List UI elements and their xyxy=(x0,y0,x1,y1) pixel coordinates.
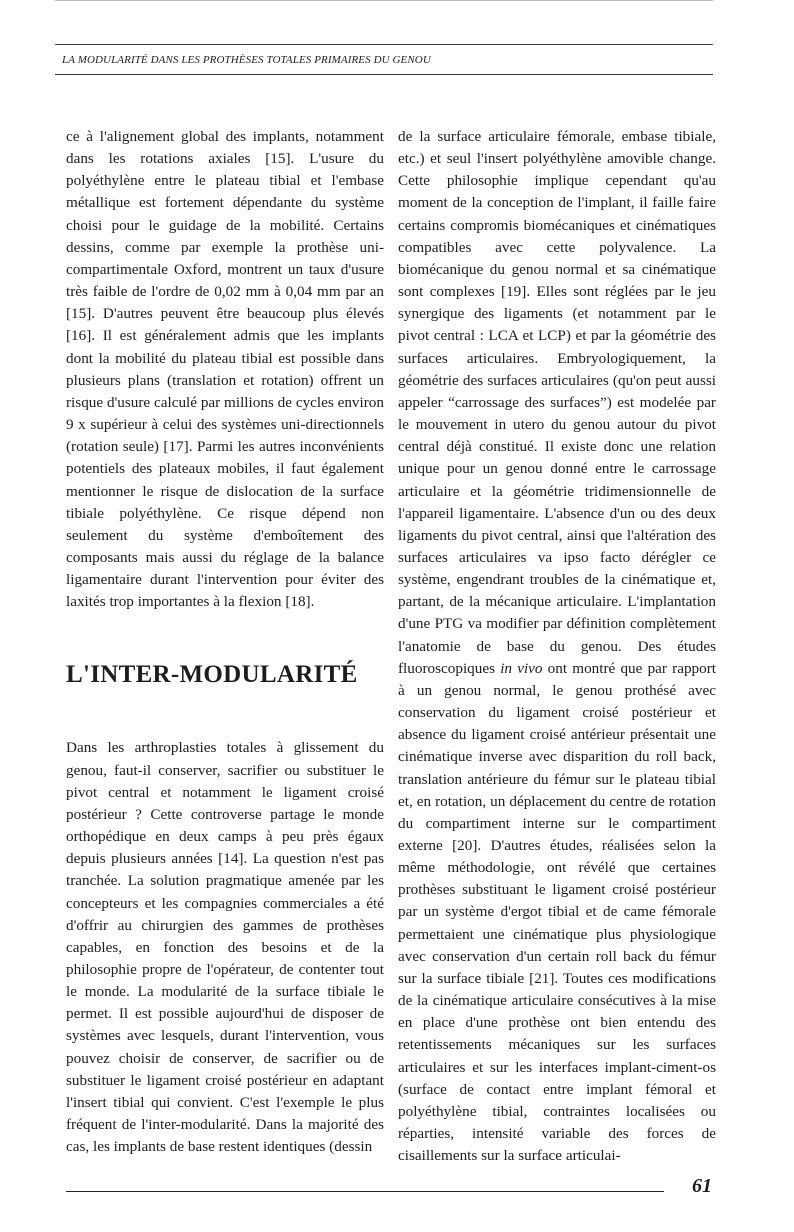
body-text: de la surface articulaire fémorale, embase tibiale, etc.) et seul l'insert polyéthylène amovible change. Cette philosophie implique cependant qu'au moment de la conception de l'implant, il faille faire certains compromis biomécaniques et cinématiques compatibles avec cette polyvalence. La biomécanique du genou normal et sa cinématique sont complexes [19]. Elles sont réglées par le jeu synergique des ligaments (et notamment par le pivot central : LCA et LCP) et par la géométrie des surfaces articulaires. Embryologiquement, la géométrie des surfaces articulaires (qu'on peut aussi appeler “carrossage des surfaces”) est modelée par le mouvement in utero du genou autour du pivot central déjà constitué. Il existe donc une relation unique pour un genou donné entre le carrossage articulaire et la géométrie tridimensionnelle de l'appareil ligamentaire. L'absence d'un ou des deux ligaments du pivot central, ainsi que l'altération des surfaces articulaires va ipso facto dérégler ce système, engendrant troubles de la cinématique et, partant, de la mécanique articulaire. L'implantation d'une PTG va modifier par définition complètement l'anatomie de base du genou. Des études fluoroscopiques xyxy=(398,128,716,677)
body-paragraph xyxy=(398,126,716,1167)
footer-rule xyxy=(66,1191,664,1192)
top-edge-rule xyxy=(55,0,713,1)
page-number: 61 xyxy=(692,1175,712,1197)
header-rule-bottom xyxy=(55,74,713,75)
italic-term: in vivo xyxy=(500,659,543,677)
section-heading: L'INTER-MODULARITÉ xyxy=(66,661,358,689)
right-column xyxy=(398,126,716,1167)
left-column xyxy=(66,126,384,1158)
running-head: LA MODULARITÉ DANS LES PROTHÈSES TOTALES PRIMAIRES DU GENOU xyxy=(62,54,431,66)
body-paragraph: ce à l'alignement global des implants, notamment dans les rotations axiales [15]. L'usure du polyéthylène entre le plateau tibial et l'embase métallique est fortement dépendante du système choisi pour le guidage de la mobilité. Certains dessins, comme par exemple la prothèse uni-compartimentale Oxford, montrent un taux d'usure très faible de l'ordre de 0,02 mm à 0,04 mm par an [15]. D'autres peuvent être beaucoup plus élevés [16]. Il est généralement admis que les implants dont la mobilité du plateau tibial est possible dans plusieurs plans (translation et rotation) offrent un risque d'usure calculé par millions de cycles environ 9 x supérieur à celui des systèmes uni-directionnels (rotation seule) [17]. Parmi les autres inconvénients potentiels des plateaux mobiles, il faut également mentionner le risque de dislocation de la surface tibiale polyéthylène. Ce risque dépend non seulement du système d'emboîtement des composants mais aussi du réglage de la balance ligamentaire durant l'intervention pour éviter des laxités trop importantes à la flexion [18]. xyxy=(66,128,384,611)
body-paragraph: Dans les arthroplasties totales à glissement du genou, faut-il conserver, sacrifier ou substituer le pivot central et notamment le ligament croisé postérieur ? Cette controverse partage le monde orthopédique en deux camps à peu près égaux depuis plusieurs années [14]. La question n'est pas tranchée. La solution pragmatique amenée par les concepteurs et les compagnies commerciales a été d'offrir au chirurgien des gammes de prothèses capables, en fonction des besoins et de la philosophie propre de l'opérateur, de contenter tout le monde. La modularité de la surface tibiale le permet. Il est possible aujourd'hui de disposer de systèmes avec lesquels, durant l'intervention, vous pouvez choisir de conserver, de sacrifier ou de substituer le ligament croisé postérieur en adaptant l'insert tibial qui convient. C'est l'exemple le plus fréquent de l'inter-modularité. Dans la majorité des cas, les implants de base restent identiques (dessin xyxy=(66,739,384,1156)
header-rule-top xyxy=(55,44,713,45)
body-text: ont montré que par rapport à un genou normal, le genou prothésé avec conservation du ligament croisé postérieur et absence du ligament croisé antérieur présentait une cinématique inverse avec disparition du roll back, translation antérieure du fémur sur le plateau tibial et, en rotation, un déplacement du centre de rotation du compartiment interne sur le compartiment externe [20]. D'autres études, réalisées selon la même méthodologie, ont révélé que certaines prothèses substituant le ligament croisé postérieur par un système d'ergot tibial et de came fémorale permettaient une cinématique plus physiologique avec conservation d'un certain roll back du fémur sur la surface tibiale [21]. Toutes ces modifications de la cinématique articulaire consécutives à la mise en place d'une prothèse ont bien entendu des retentissements mécaniques sur les surfaces articulaires et sur les interfaces implant-ciment-os (surface de contact entre implant fémoral et polyéthylène tibial, contraintes localisées ou réparties, intensité variable des forces de cisaillements sur la surface articulai- xyxy=(398,659,717,1165)
